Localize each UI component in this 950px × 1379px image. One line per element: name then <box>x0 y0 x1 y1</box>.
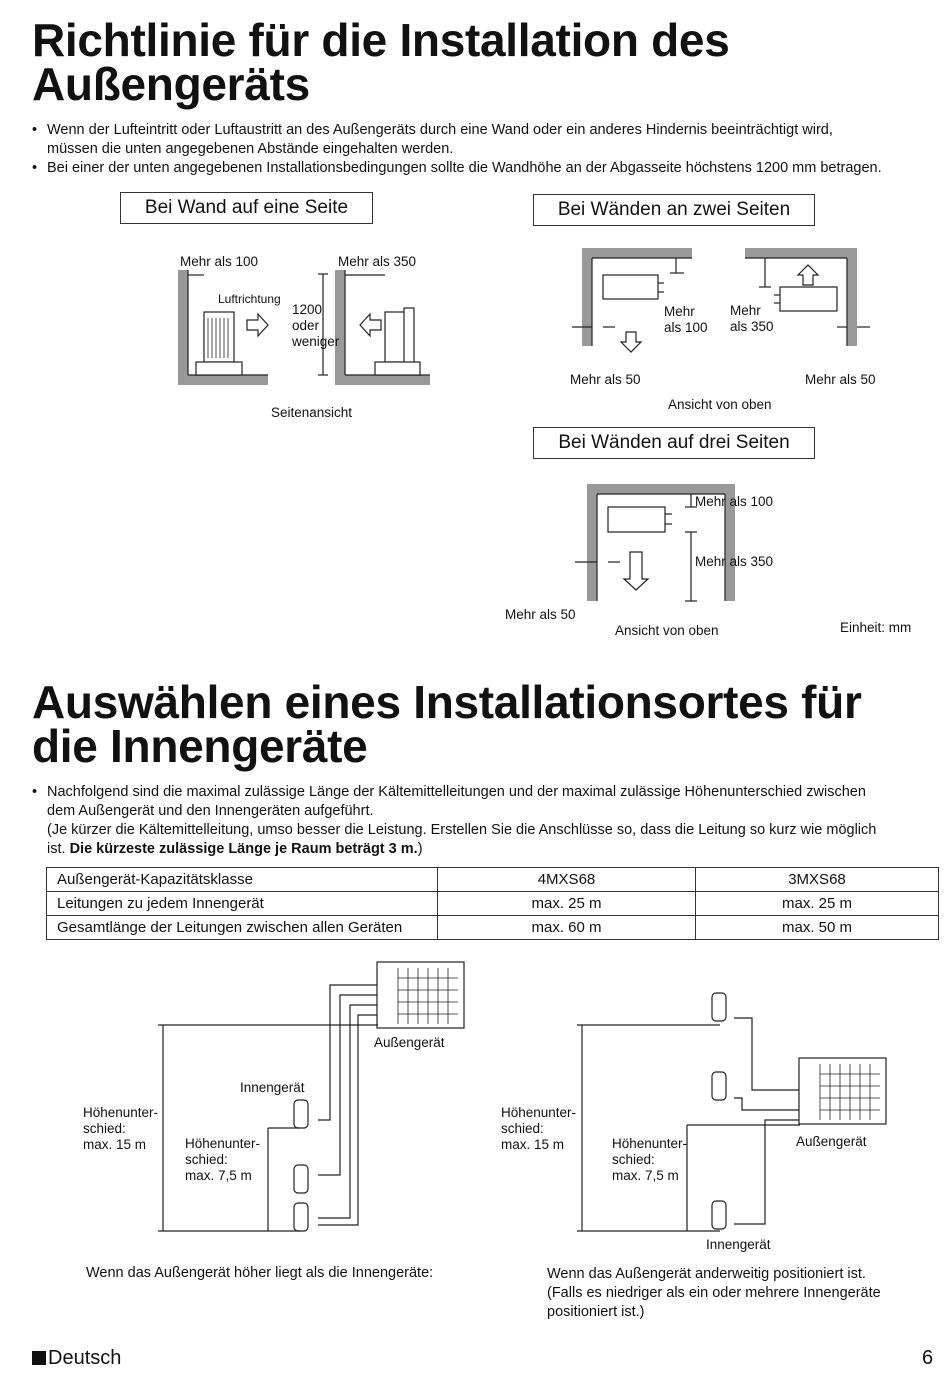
caption-outdoor-other: Wenn das Außengerät anderweitig positioniert ist. (Falls es niedriger als ein oder mehrere Innengeräte positioniert ist.) <box>547 1266 881 1320</box>
clearance-right-label: Mehr als 350 <box>338 254 417 269</box>
title-line: Außengeräts <box>32 58 310 110</box>
title-line: die Innengeräte <box>32 720 368 772</box>
bullet-item: • Wenn der Lufteintritt oder Luftaustritt an des Außengeräts durch eine Wand oder ein anderes Hindernis beeinträchtigt wird, müssen die unten angegebenen Abstände eingehalten werden. <box>32 121 932 159</box>
indoor-intro-paragraph: • Nachfolgend sind die maximal zulässige Länge der Kältemittelleitungen und der maximal zulässige Höhenunterschied zwischen dem Außengerät und den Innengeräten aufgeführt. (Je kürzer die Kältemittelleitung, umso besser die Leistung. Erstellen Sie die Anschlüsse so, dass die Leitung so kurz wie möglich ist. Die kürzeste zulässige Länge je Raum beträgt 3 m.) <box>32 783 937 859</box>
side-view-caption: Seitenansicht <box>271 405 353 420</box>
height-diff-15-left: Höhenunter- schied: max. 15 m <box>83 1105 159 1152</box>
top-view-caption: Ansicht von oben <box>668 397 772 412</box>
footer-language: Deutsch <box>32 1347 121 1370</box>
table-row: Leitungen zu jedem Innengerät max. 25 m max. 25 m <box>47 892 939 916</box>
heading-one-side: Bei Wand auf eine Seite <box>120 192 373 224</box>
heading-two-sides: Bei Wänden an zwei Seiten <box>533 194 815 226</box>
bullet-item: • Bei einer der unten angegebenen Installationsbedingungen sollte die Wandhöhe an der Abgasseite höchstens 1200 mm betragen. <box>32 159 932 178</box>
height-diff-15-right: Höhenunter- schied: max. 15 m <box>501 1105 577 1152</box>
outdoor-unit-label-left: Außengerät <box>374 1035 445 1050</box>
clearance-left-label: Mehr als 100 <box>180 254 259 269</box>
page-number: 6 <box>922 1347 934 1369</box>
indoor-unit-label-left: Innengerät <box>240 1080 305 1095</box>
clearance-350-label-3: Mehr als 350 <box>695 554 774 569</box>
airflow-label: Luftrichtung <box>218 292 281 306</box>
height-diff-75-left: Höhenunter- schied: max. 7,5 m <box>185 1136 261 1183</box>
height-limit-label: 1200 oder weniger <box>292 302 340 349</box>
title-line: Auswählen eines Installationsortes für <box>32 676 862 728</box>
unit-label: Einheit: mm <box>840 620 912 635</box>
height-diff-75-right: Höhenunter- schied: max. 7,5 m <box>612 1136 688 1183</box>
clearance-50-label-3: Mehr als 50 <box>505 607 576 622</box>
square-bullet-icon <box>32 1351 46 1365</box>
top-view-caption-3: Ansicht von oben <box>615 623 719 638</box>
outdoor-unit-label-right: Außengerät <box>796 1134 867 1149</box>
table-row: Außengerät-Kapazitätsklasse 4MXS68 3MXS68 <box>47 868 939 892</box>
heading-three-sides: Bei Wänden auf drei Seiten <box>533 427 815 459</box>
clearance-50-right-label: Mehr als 50 <box>805 372 876 387</box>
table-row: Gesamtlänge der Leitungen zwischen allen Geräten max. 60 m max. 50 m <box>47 916 939 940</box>
clearance-50-left-label: Mehr als 50 <box>570 372 641 387</box>
clearance-100-label: Mehr als 100 <box>664 304 708 335</box>
title-line: Richtlinie für die Installation des <box>32 14 730 66</box>
clearance-100-label-3: Mehr als 100 <box>695 494 774 509</box>
caption-outdoor-higher: Wenn das Außengerät höher liegt als die Innengeräte: <box>86 1265 434 1281</box>
min-length-note: Die kürzeste zulässige Länge je Raum beträgt 3 m. <box>69 841 418 857</box>
clearance-350-label: Mehr als 350 <box>730 303 774 334</box>
indoor-unit-label-right: Innengerät <box>706 1237 771 1252</box>
